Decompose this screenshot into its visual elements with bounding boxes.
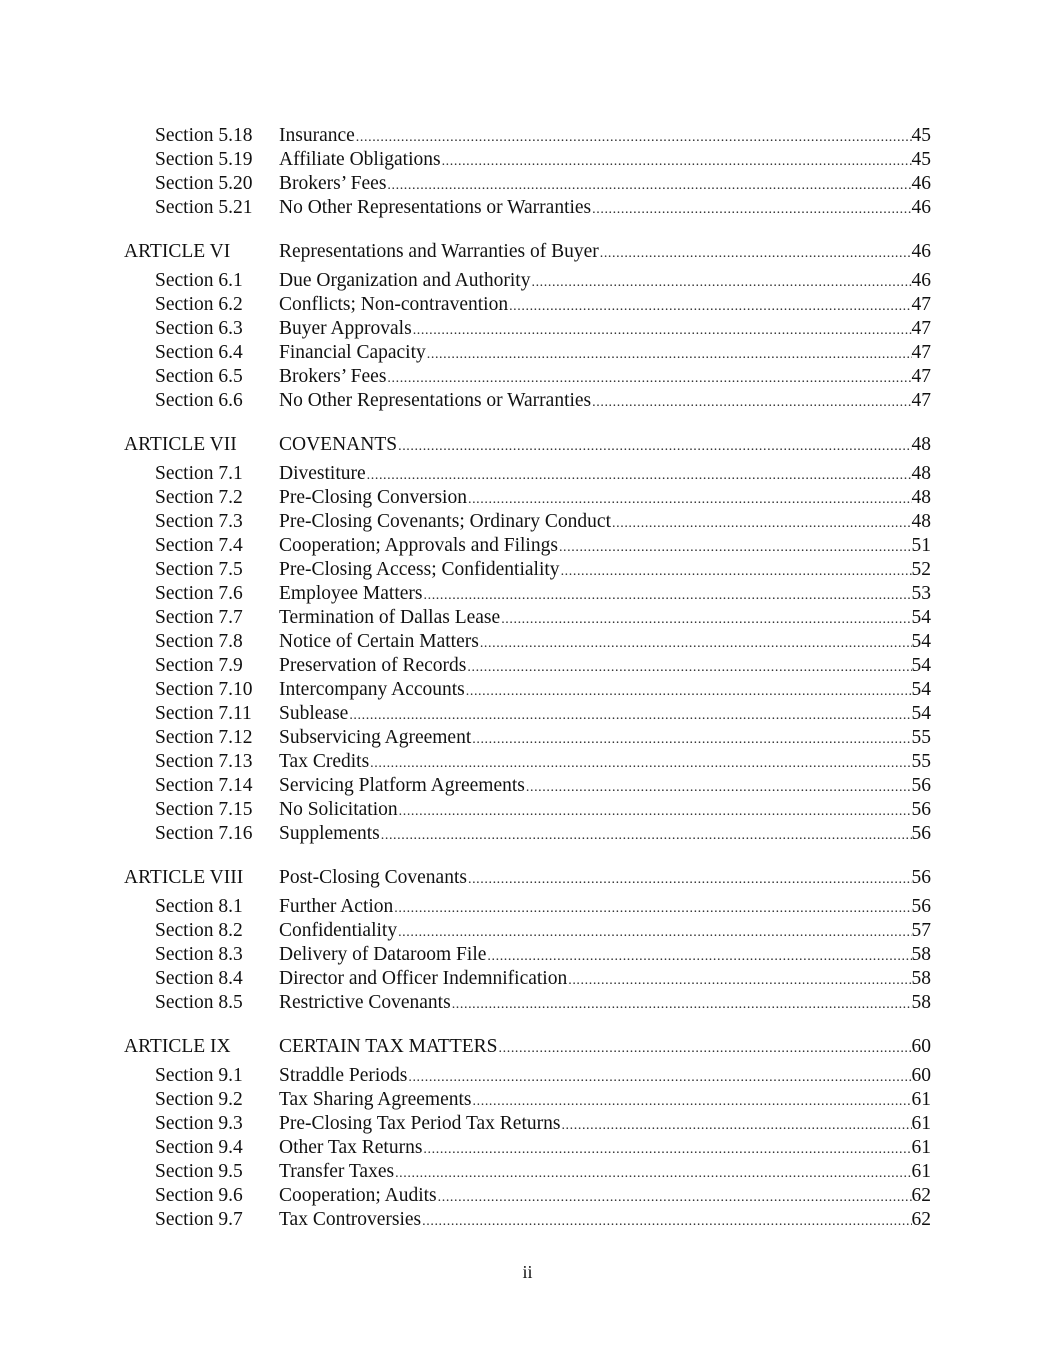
dot-leader — [424, 584, 912, 608]
page-reference: 48 — [911, 487, 931, 508]
toc-entry-line — [279, 1035, 931, 1061]
section-number: Section 5.20 — [155, 173, 253, 194]
page-reference: 56 — [911, 867, 931, 888]
dot-leader — [487, 945, 911, 969]
dot-leader — [509, 295, 911, 319]
dot-leader — [561, 560, 912, 584]
section-number: Section 7.16 — [155, 823, 253, 844]
entry-title: Straddle Periods — [279, 1065, 408, 1086]
toc-entry-line — [279, 269, 931, 295]
page-reference: 47 — [911, 318, 931, 339]
section-number: Section 8.5 — [155, 992, 243, 1013]
entry-title: Further Action — [279, 896, 394, 917]
entry-title: Employee Matters — [279, 583, 423, 604]
toc-section-entry[interactable] — [0, 196, 1055, 220]
toc-section-entry[interactable] — [0, 967, 1055, 991]
page-reference: 57 — [911, 920, 931, 941]
toc-entry-line — [279, 678, 931, 704]
dot-leader — [468, 488, 912, 512]
table-of-contents — [0, 124, 1055, 1232]
entry-title: Pre-Closing Covenants; Ordinary Conduct — [279, 511, 612, 532]
section-number: Section 7.7 — [155, 607, 243, 628]
page-reference: 55 — [911, 751, 931, 772]
toc-article-entry[interactable] — [0, 866, 1055, 890]
dot-leader — [612, 512, 911, 536]
toc-section-entry[interactable] — [0, 558, 1055, 582]
section-number: Section 9.3 — [155, 1113, 243, 1134]
toc-section-entry[interactable] — [0, 798, 1055, 822]
toc-entry-line — [279, 1160, 931, 1186]
dot-leader — [452, 993, 912, 1017]
page-reference: 55 — [911, 727, 931, 748]
toc-section-entry[interactable] — [0, 365, 1055, 389]
dot-leader — [468, 868, 912, 892]
section-number: Section 7.8 — [155, 631, 243, 652]
toc-entry-line — [279, 895, 931, 921]
dot-leader — [387, 367, 911, 391]
toc-section-entry[interactable] — [0, 1208, 1055, 1232]
page-reference: 45 — [911, 149, 931, 170]
section-number: Section 7.1 — [155, 463, 243, 484]
section-number: Section 7.6 — [155, 583, 243, 604]
page-reference: 46 — [911, 241, 931, 262]
dot-leader — [370, 752, 911, 776]
dot-leader — [442, 150, 912, 174]
dot-leader — [472, 728, 911, 752]
dot-leader — [394, 897, 911, 921]
page-reference: 54 — [911, 655, 931, 676]
section-number: Section 8.1 — [155, 896, 243, 917]
dot-leader — [381, 824, 912, 848]
toc-section-entry[interactable] — [0, 1184, 1055, 1208]
page-reference: 47 — [911, 390, 931, 411]
section-number: Section 8.3 — [155, 944, 243, 965]
page-reference: 61 — [911, 1089, 931, 1110]
toc-entry-line — [279, 606, 931, 632]
toc-entry-line — [279, 866, 931, 892]
toc-entry-line — [279, 433, 931, 459]
toc-section-entry[interactable] — [0, 943, 1055, 967]
dot-leader — [356, 126, 912, 150]
dot-leader — [427, 343, 912, 367]
section-number: Section 6.1 — [155, 270, 243, 291]
dot-leader — [568, 969, 911, 993]
toc-entry-line — [279, 558, 931, 584]
dot-leader — [526, 776, 912, 800]
toc-entry-line — [279, 196, 931, 222]
entry-title: Termination of Dallas Lease — [279, 607, 501, 628]
section-number: Section 5.19 — [155, 149, 253, 170]
toc-section-entry[interactable] — [0, 341, 1055, 365]
entry-title: Conflicts; Non-contravention — [279, 294, 509, 315]
entry-title: Pre-Closing Tax Period Tax Returns — [279, 1113, 561, 1134]
page-reference: 47 — [911, 294, 931, 315]
toc-section-entry[interactable] — [0, 822, 1055, 846]
page-reference: 45 — [911, 125, 931, 146]
toc-entry-line — [279, 702, 931, 728]
toc-entry-line — [279, 750, 931, 776]
entry-title: Servicing Platform Agreements — [279, 775, 525, 796]
toc-section-entry[interactable] — [0, 1136, 1055, 1160]
entry-title: Cooperation; Approvals and Filings — [279, 535, 558, 556]
toc-section-entry[interactable] — [0, 317, 1055, 341]
page-reference: 52 — [911, 559, 931, 580]
toc-section-entry[interactable] — [0, 630, 1055, 654]
dot-leader — [600, 242, 912, 266]
section-number: Section 7.12 — [155, 727, 253, 748]
page-reference: 61 — [911, 1113, 931, 1134]
entry-title: Pre-Closing Access; Confidentiality — [279, 559, 560, 580]
section-number: Section 7.14 — [155, 775, 253, 796]
dot-leader — [413, 319, 912, 343]
toc-section-entry[interactable] — [0, 1064, 1055, 1088]
dot-leader — [466, 680, 912, 704]
page-reference: 48 — [911, 511, 931, 532]
toc-entry-line — [279, 582, 931, 608]
entry-title: Tax Credits — [279, 751, 370, 772]
dot-leader — [398, 921, 911, 945]
section-number: Section 7.3 — [155, 511, 243, 532]
entry-title: Other Tax Returns — [279, 1137, 423, 1158]
dot-leader — [408, 1066, 911, 1090]
page-reference: 54 — [911, 679, 931, 700]
page-reference: 56 — [911, 775, 931, 796]
toc-entry-line — [279, 1088, 931, 1114]
entry-title: Subservicing Agreement — [279, 727, 472, 748]
toc-entry-line — [279, 630, 931, 656]
toc-entry-line — [279, 124, 931, 150]
toc-section-entry[interactable] — [0, 919, 1055, 943]
page-reference: 54 — [911, 607, 931, 628]
entry-title: Confidentiality — [279, 920, 398, 941]
dot-leader — [467, 656, 911, 680]
section-number: Section 7.5 — [155, 559, 243, 580]
page-reference: 56 — [911, 896, 931, 917]
entry-title: Pre-Closing Conversion — [279, 487, 467, 508]
toc-section-entry[interactable] — [0, 293, 1055, 317]
toc-entry-line — [279, 389, 931, 415]
entry-title: No Other Representations or Warranties — [279, 197, 592, 218]
page-reference: 54 — [911, 703, 931, 724]
page-reference: 58 — [911, 992, 931, 1013]
toc-entry-line — [279, 991, 931, 1017]
toc-section-entry[interactable] — [0, 774, 1055, 798]
toc-entry-line — [279, 462, 931, 488]
toc-section-entry[interactable] — [0, 582, 1055, 606]
entry-title: Financial Capacity — [279, 342, 426, 363]
entry-title: Tax Controversies — [279, 1209, 422, 1230]
entry-title: COVENANTS — [279, 434, 398, 455]
section-number: Section 7.13 — [155, 751, 253, 772]
entry-title: Supplements — [279, 823, 380, 844]
dot-leader — [531, 271, 911, 295]
toc-entry-line — [279, 172, 931, 198]
page-reference: 62 — [911, 1185, 931, 1206]
toc-article-entry[interactable] — [0, 240, 1055, 264]
toc-entry-line — [279, 1064, 931, 1090]
entry-title: Divestiture — [279, 463, 366, 484]
section-number: Section 9.7 — [155, 1209, 243, 1230]
dot-leader — [592, 391, 911, 415]
page-reference: 46 — [911, 173, 931, 194]
dot-leader — [592, 198, 911, 222]
section-number: Section 9.2 — [155, 1089, 243, 1110]
section-number: Section 7.10 — [155, 679, 253, 700]
page-reference: 61 — [911, 1161, 931, 1182]
article-number: ARTICLE VII — [124, 434, 237, 455]
dot-leader — [559, 536, 912, 560]
section-number: Section 9.5 — [155, 1161, 243, 1182]
toc-section-entry[interactable] — [0, 895, 1055, 919]
entry-title: Tax Sharing Agreements — [279, 1089, 472, 1110]
dot-leader — [399, 800, 912, 824]
toc-section-entry[interactable] — [0, 269, 1055, 293]
page-reference: 48 — [911, 434, 931, 455]
toc-entry-line — [279, 1136, 931, 1162]
entry-title: Sublease — [279, 703, 349, 724]
entry-title: Restrictive Covenants — [279, 992, 451, 1013]
dot-leader — [480, 632, 912, 656]
entry-title: Representations and Warranties of Buyer — [279, 241, 599, 262]
entry-title: Brokers’ Fees — [279, 173, 387, 194]
page-reference: 46 — [911, 197, 931, 218]
toc-section-entry[interactable] — [0, 172, 1055, 196]
entry-title: Transfer Taxes — [279, 1161, 395, 1182]
toc-article-entry[interactable] — [0, 433, 1055, 457]
page-reference: 51 — [911, 535, 931, 556]
toc-section-entry[interactable] — [0, 534, 1055, 558]
toc-section-entry[interactable] — [0, 389, 1055, 413]
section-number: Section 5.18 — [155, 125, 253, 146]
section-number: Section 9.1 — [155, 1065, 243, 1086]
dot-leader — [501, 608, 911, 632]
page-reference: 58 — [911, 968, 931, 989]
entry-title: Cooperation; Audits — [279, 1185, 437, 1206]
section-number: Section 7.4 — [155, 535, 243, 556]
section-number: Section 8.2 — [155, 920, 243, 941]
dot-leader — [499, 1037, 912, 1061]
toc-entry-line — [279, 317, 931, 343]
page-reference: 47 — [911, 366, 931, 387]
toc-entry-line — [279, 654, 931, 680]
page-reference: 48 — [911, 463, 931, 484]
section-number: Section 5.21 — [155, 197, 253, 218]
section-number: Section 6.3 — [155, 318, 243, 339]
toc-article-entry[interactable] — [0, 1035, 1055, 1059]
toc-entry-line — [279, 1184, 931, 1210]
toc-entry-line — [279, 943, 931, 969]
toc-section-entry[interactable] — [0, 462, 1055, 486]
toc-section-entry[interactable] — [0, 726, 1055, 750]
toc-section-entry[interactable] — [0, 510, 1055, 534]
page-reference: 62 — [911, 1209, 931, 1230]
dot-leader — [398, 435, 911, 459]
toc-entry-line — [279, 341, 931, 367]
entry-title: Intercompany Accounts — [279, 679, 465, 700]
toc-section-entry[interactable] — [0, 1088, 1055, 1112]
entry-title: Director and Officer Indemnification — [279, 968, 568, 989]
dot-leader — [395, 1162, 911, 1186]
dot-leader — [367, 464, 912, 488]
page-reference: 60 — [911, 1065, 931, 1086]
entry-title: Preservation of Records — [279, 655, 467, 676]
article-number: ARTICLE VI — [124, 241, 231, 262]
toc-section-entry[interactable] — [0, 606, 1055, 630]
entry-title: Post-Closing Covenants — [279, 867, 467, 888]
toc-entry-line — [279, 774, 931, 800]
section-number: Section 6.4 — [155, 342, 243, 363]
section-number: Section 6.2 — [155, 294, 243, 315]
toc-entry-line — [279, 798, 931, 824]
page-reference: 56 — [911, 799, 931, 820]
section-number: Section 7.11 — [155, 703, 252, 724]
section-number: Section 7.15 — [155, 799, 253, 820]
dot-leader — [387, 174, 911, 198]
toc-entry-line — [279, 1112, 931, 1138]
section-number: Section 6.6 — [155, 390, 243, 411]
toc-entry-line — [279, 967, 931, 993]
article-number: ARTICLE IX — [124, 1036, 231, 1057]
entry-title: Affiliate Obligations — [279, 149, 441, 170]
toc-entry-line — [279, 534, 931, 560]
entry-title: Buyer Approvals — [279, 318, 412, 339]
entry-title: Delivery of Dataroom File — [279, 944, 487, 965]
toc-entry-line — [279, 365, 931, 391]
page-reference: 46 — [911, 270, 931, 291]
toc-entry-line — [279, 293, 931, 319]
section-number: Section 7.2 — [155, 487, 243, 508]
page-reference: 60 — [911, 1036, 931, 1057]
page-reference: 47 — [911, 342, 931, 363]
toc-section-entry[interactable] — [0, 124, 1055, 148]
section-number: Section 8.4 — [155, 968, 243, 989]
section-number: Section 9.4 — [155, 1137, 243, 1158]
page-reference: 53 — [911, 583, 931, 604]
dot-leader — [423, 1138, 911, 1162]
page-reference: 56 — [911, 823, 931, 844]
entry-title: Brokers’ Fees — [279, 366, 387, 387]
toc-section-entry[interactable] — [0, 750, 1055, 774]
article-number: ARTICLE VIII — [124, 867, 244, 888]
toc-entry-line — [279, 822, 931, 848]
section-number: Section 9.6 — [155, 1185, 243, 1206]
entry-title: Notice of Certain Matters — [279, 631, 479, 652]
section-number: Section 7.9 — [155, 655, 243, 676]
entry-title: Insurance — [279, 125, 355, 146]
page-reference: 61 — [911, 1137, 931, 1158]
entry-title: CERTAIN TAX MATTERS — [279, 1036, 498, 1057]
dot-leader — [561, 1114, 911, 1138]
toc-entry-line — [279, 510, 931, 536]
toc-entry-line — [279, 240, 931, 266]
toc-section-entry[interactable] — [0, 1160, 1055, 1184]
toc-section-entry[interactable] — [0, 486, 1055, 510]
toc-entry-line — [279, 919, 931, 945]
page-reference: 54 — [911, 631, 931, 652]
toc-entry-line — [279, 726, 931, 752]
page-reference: 58 — [911, 944, 931, 965]
toc-section-entry[interactable] — [0, 654, 1055, 678]
section-number: Section 6.5 — [155, 366, 243, 387]
entry-title: No Solicitation — [279, 799, 398, 820]
dot-leader — [349, 704, 911, 728]
toc-section-entry[interactable] — [0, 991, 1055, 1015]
dot-leader — [473, 1090, 912, 1114]
toc-entry-line — [279, 148, 931, 174]
toc-entry-line — [279, 486, 931, 512]
page-number: ii — [522, 1262, 533, 1282]
toc-section-entry[interactable] — [0, 1112, 1055, 1136]
toc-section-entry[interactable] — [0, 702, 1055, 726]
toc-entry-line — [279, 1208, 931, 1234]
dot-leader — [438, 1186, 912, 1210]
toc-section-entry[interactable] — [0, 678, 1055, 702]
entry-title: Due Organization and Authority — [279, 270, 531, 291]
dot-leader — [422, 1210, 911, 1234]
entry-title: No Other Representations or Warranties — [279, 390, 592, 411]
toc-section-entry[interactable] — [0, 148, 1055, 172]
